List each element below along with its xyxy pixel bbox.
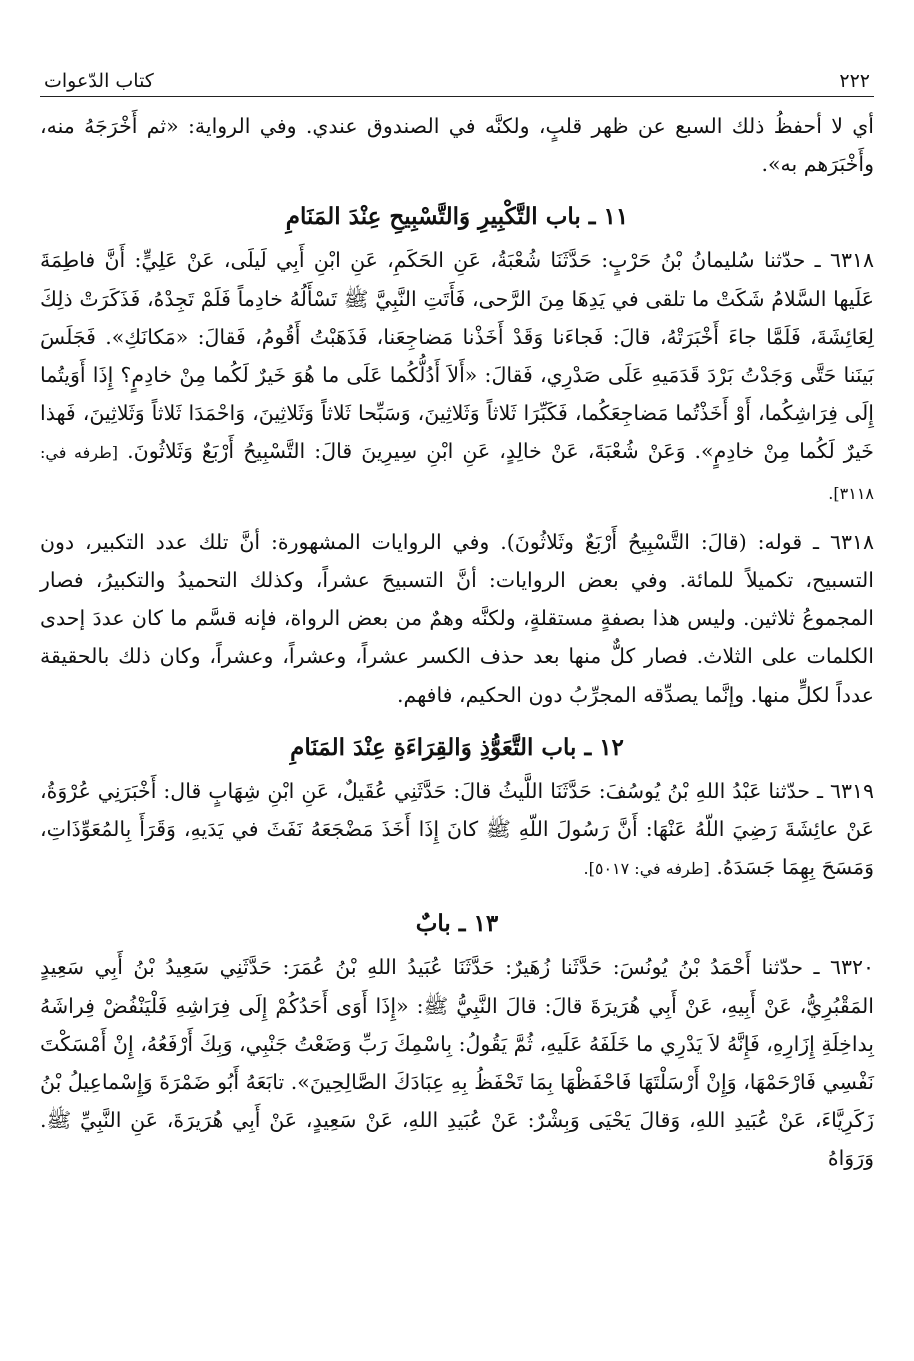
chapter-13-title: ١٣ ـ بابٌ	[415, 910, 499, 938]
page-number: ٢٢٢	[839, 70, 870, 92]
book-title: كتاب الدّعوات	[44, 70, 154, 92]
chapter-11-title: ١١ ـ باب التَّكْبِيرِ وَالتَّسْبِيحِ عِنْدَ المَنَامِ	[285, 203, 629, 231]
chapter-12-title: ١٢ ـ باب التَّعَوُّذِ وَالقِرَاءَةِ عِنْدَ المَنَامِ	[290, 733, 624, 761]
hadith-6319-ref: [طرفه في: ٥٠١٧].	[583, 859, 710, 879]
hadith-6318-text	[40, 241, 874, 512]
hadith-6319-text	[40, 772, 874, 889]
hadith-6319-body: ٦٣١٩ ـ حدّثنا عَبْدُ اللهِ بْنُ يُوسُفَ: حَدَّثَنَا اللَّيثُ قالَ: حَدَّثَنِي عُقَيلٌ، عَنِ ابْنِ شِهَابٍ قال: أَخْبَرَنِي عُرْوَةُ، عَنْ عائِشَةَ رَضِيَ اللّهُ عَنْهَا: أَنَّ رَسُولَ اللّهِ ﷺ كانَ إِذَا أَخَذَ مَضْجَعَهُ نَفَثَ في يَدَيهِ، وَقَرَأَ بِالمُعَوِّذَاتِ، وَمَسَحَ بِهِمَا جَسَدَهُ.	[40, 778, 874, 880]
intro-paragraph: أي لا أحفظُ ذلك السبع عن ظهر قلبٍ، ولكنَّه في الصندوق عندي. وفي الرواية: «ثم أَخْرَجَهُ منه، وأَخْبَرَهم به».	[40, 114, 874, 177]
hadith-6320-text: ٦٣٢٠ ـ حدّثنا أَحْمَدُ بْنُ يُونُسَ: حَدَّثَنا زُهَيرٌ: حَدَّثَنَا عُبَيدُ اللهِ بْنُ عُمَرَ: حَدَّثَنِي سَعِيدُ بْنُ أَبِي سَعِيدٍ المَقْبُرِيُّ، عَنْ أَبِيهِ، عَنْ أَبِي هُرَيرَةَ قالَ: قالَ النَّبِيُّ ﷺ: «إِذَا أَوَى أَحَدُكُمْ إِلَى فِرَاشِهِ فَلْيَنْفُضْ فِراشَهُ بِداخِلَةِ إِزَارِهِ، فَإِنَّهُ لاَ يَدْرِي ما خَلَفَهُ عَلَيهِ، ثُمَّ يَقُولُ: بِاسْمِكَ رَبِّ وَضَعْتُ جَنْبِي، وَبِكَ أَرْفَعُهُ، إِنْ أَمْسَكْتَ نَفْسِي فَارْحَمْهَا، وَإِنْ أَرْسَلْتَهَا فَاحْفَظْهَا بِمَا تَحْفَظُ بِهِ عِبَادَكَ الصَّالِحِينَ». تابَعَهُ أَبُو ضَمْرَةَ وَإِسْماعِيلُ بْنُ زَكَرِيَّاءَ، عَنْ عُبَيدِ اللهِ، وَقالَ يَحْيَى وَبِشْرٌ: عَنْ عُبَيدِ اللهِ، عَنْ سَعِيدٍ، عَنْ أَبِي هُرَيرَةَ، عَنِ النَّبِيِّ ﷺ. وَرَوَاهُ	[40, 955, 874, 1171]
hadith-6318-body: ٦٣١٨ ـ حدّثنا سُليمانُ بْنُ حَرْبٍ: حَدَّثَنَا شُعْبَةُ، عَنِ الحَكَمِ، عَنِ ابْنِ أَبِي لَيلَى، عَنْ عَلِيٍّ: أَنَّ فاطِمَةَ عَلَيها السَّلامُ شَكَتْ ما تلقى في يَدِهَا مِنَ الرَّحى، فَأَتَتِ النَّبِيَّ ﷺ تَسْأَلُهُ خادِماً فَلَمْ تَجِدْهُ، فَذَكَرَتْ ذلِكَ لِعَائِشَةَ، فَلَمَّا جاءَ أَخْبَرَتْهُ، قالَ: فَجاءَنا وَقَدْ أَخَذْنا مَضاجِعَنا، فَذَهَبْتُ أَقُومُ، فَقالَ: «مَكانَكِ». فَجَلَسَ بَينَنا حَتَّى وَجَدْتُ بَرْدَ قَدَمَيهِ عَلَى صَدْرِي، فَقالَ: «أَلاَ أَدُلُّكُما عَلَى ما هُوَ خَيرٌ لَكُما مِنْ خادِمٍ؟ إِذَا أَوَيتُما إِلَى فِرَاشِكُما، أَوْ أَخَذْتُما مَضاجِعَكُما، فَكَبِّرَا ثَلاثاً وَثَلاثِينَ، وَسَبِّحا ثَلاثاً وَثَلاثِينَ، وَاحْمَدَا ثَلاثاً وَثَلاثِينَ، فَهذا خَيرٌ لَكُما مِنْ خادِمٍ». وَعَنْ شُعْبَةَ، عَنْ خالِدٍ، عَنِ ابْنِ سِيرِينَ قالَ: التَّسْبِيحُ أَرْبَعٌ وَثَلاثُونَ.	[40, 248, 874, 464]
hadith-6318-ref: [طرفه في: ٣١١٨].	[40, 443, 874, 503]
header-rule	[40, 96, 874, 97]
book-page	[40, 58, 874, 1351]
running-head	[40, 58, 874, 92]
separator	[40, 513, 874, 523]
hadith-6318-commentary: ٦٣١٨ ـ قوله: (قالَ: التَّسْبِيحُ أَرْبَعٌ وثَلاثُونَ). وفي الروايات المشهورة: أنَّ تلك عدد التكبير، دون التسبيح، تكميلاً للمائة. وفي بعض الروايات: أنَّ التسبيحَ عشراً، وكذلك التحميدُ والتكبيرُ، فصار المجموعُ ثلاثين. وليس هذا بصفةٍ مستقلةٍ، ولكنَّه وهمٌ من بعض الرواة، فإنه قسَّم ما كان عددَ إحدى الكلمات على الثلاث. فصار كلٌّ منها بعد حذف الكسر عشراً، وعشراً، وعشراً، وكان ذلك بالحقيقة عدداً لكلٍّ منها. وإنَّما يصدِّقه المجرِّبُ دون الحكيم، فافهم.	[40, 529, 874, 707]
